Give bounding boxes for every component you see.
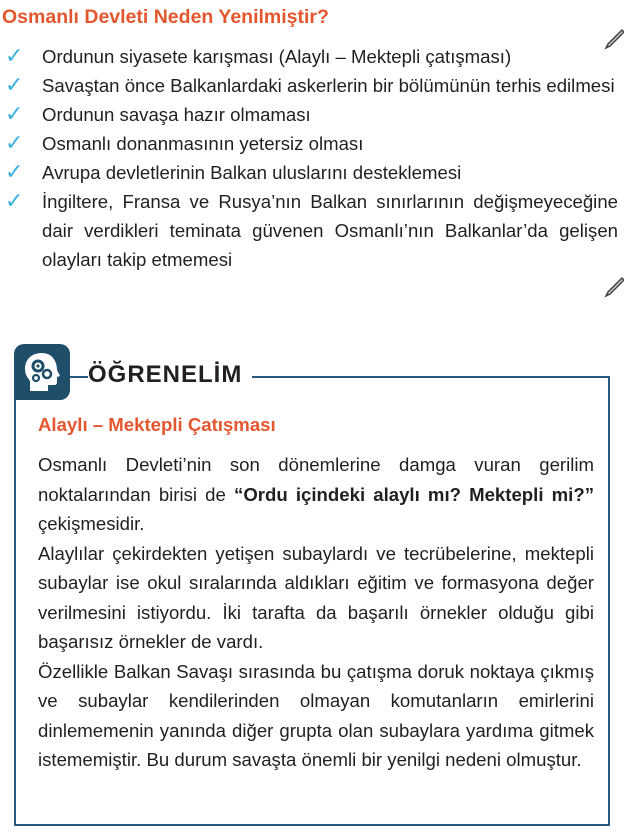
- title-rule: [274, 376, 610, 378]
- box-body: [38, 450, 594, 775]
- reasons-list: [0, 42, 618, 274]
- paragraph: Alaylılar çekirdekten yetişen subaylardı ve tecrübelerine, mektepli subaylar ise okul sıralarında aldıkları eğitim ve formasyona değer verilmesini istiyordu. İki tarafta da başarılı örnekler olduğu gibi başarısız örnekler de vardı.: [38, 542, 594, 652]
- list-item-text: İngiltere, Fransa ve Rusya’nın Balkan sınırlarının değişmeyeceğine dair verdikleri teminata güvenen Osmanlı’nın Balkanlar’da gelişen olayları takip etmemesi: [42, 191, 618, 270]
- pencil-icon: [602, 276, 624, 298]
- paragraph-text: Osmanlı Devleti’nin son dönemlerine damga vuran gerilim noktalarından birisi de: [38, 454, 594, 505]
- learning-badge: [14, 344, 70, 400]
- box-title: ÖĞRENELİM: [88, 361, 252, 389]
- list-item-text: Savaştan önce Balkanlardaki askerlerin bir bölümünün terhis edilmesi: [42, 75, 615, 96]
- list-item: [0, 129, 618, 158]
- list-item-text: Osmanlı donanmasının yetersiz olması: [42, 133, 364, 154]
- paragraph: Özellikle Balkan Savaşı sırasında bu çatışma doruk noktaya çıkmış ve subaylar kendilerinden olmayan komutanların emirlerini dinlememenin yanında diğer grupta olan subaylara yardıma gitmek istememiştir. Bu durum savaşta önemli bir yenilgi nedeni olmuştur.: [38, 660, 594, 770]
- highlighted-quote: “Ordu içindeki alaylı mı? Mektepli mi?”: [234, 483, 594, 505]
- list-item: [0, 71, 618, 100]
- list-item-text: Ordunun siyasete karışması (Alaylı – Mektepli çatışması): [42, 46, 512, 67]
- paragraph-text: çekişmesidir.: [38, 513, 145, 534]
- check-icon: ✓: [5, 160, 24, 185]
- paragraph: [38, 450, 594, 539]
- check-icon: ✓: [5, 131, 24, 156]
- gears-in-head-icon: [22, 351, 62, 393]
- list-item-text: Avrupa devletlerinin Balkan uluslarını desteklemesi: [42, 162, 462, 183]
- check-icon: ✓: [5, 189, 24, 214]
- list-item: [0, 100, 618, 129]
- check-icon: ✓: [5, 44, 24, 69]
- list-item: [0, 158, 618, 187]
- list-item-text: Ordunun savaşa hazır olmaması: [42, 104, 311, 125]
- check-icon: ✓: [5, 102, 24, 127]
- check-icon: ✓: [5, 73, 24, 98]
- box-subtitle: Alaylı – Mektepli Çatışması: [38, 414, 276, 435]
- section-heading: Osmanlı Devleti Neden Yenilmiştir?: [2, 6, 329, 28]
- list-item: [0, 187, 618, 274]
- pencil-icon: [602, 28, 624, 50]
- list-item: [0, 42, 618, 71]
